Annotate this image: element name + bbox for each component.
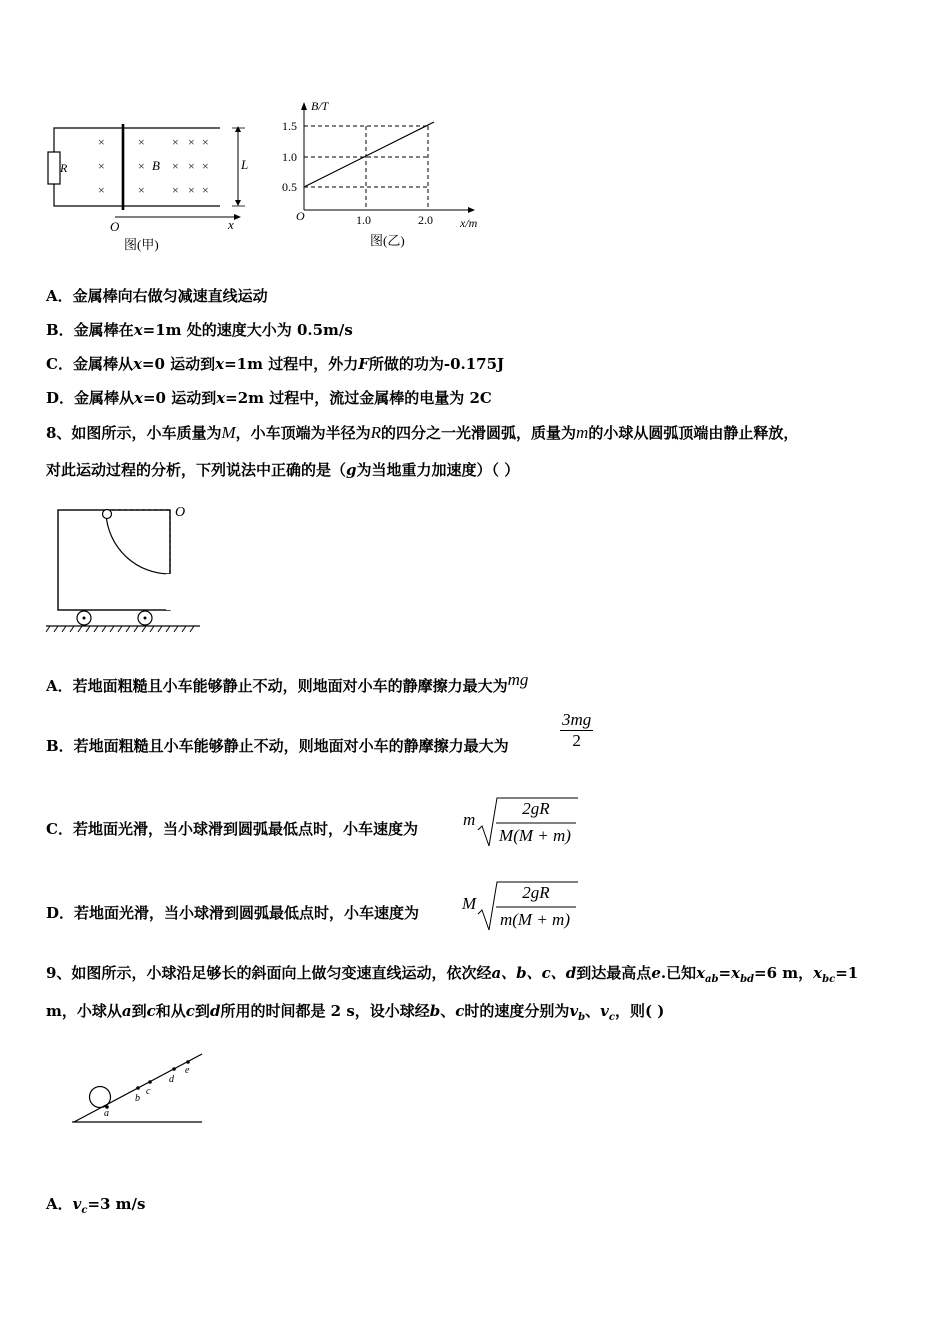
q7-option-d: D．金属棒从x=0 运动到x=2m 过程中，流过金属棒的电量为 2C bbox=[46, 389, 492, 407]
svg-text:×: × bbox=[188, 135, 195, 149]
d-denominator: m(M + m) bbox=[499, 910, 570, 929]
x-label: x/m bbox=[460, 216, 478, 230]
resistor bbox=[48, 152, 60, 184]
q8-option-c: C．若地面光滑，当小球滑到圆弧最低点时，小车速度为 bbox=[46, 820, 418, 838]
c-numerator: 2gR bbox=[522, 799, 550, 818]
svg-text:×: × bbox=[202, 135, 209, 149]
quarter-arc bbox=[106, 514, 170, 574]
svg-text:×: × bbox=[172, 159, 179, 173]
label-R: R bbox=[60, 161, 68, 175]
label-L: L bbox=[241, 157, 249, 172]
ytick-1.5: 1.5 bbox=[282, 119, 297, 133]
label-O: O bbox=[175, 505, 186, 520]
figure-q9-incline bbox=[70, 1048, 210, 1130]
q7-option-a: A．金属棒向右做匀减速直线运动 bbox=[46, 287, 268, 305]
grid-dashes bbox=[304, 126, 428, 210]
figure-yi bbox=[278, 96, 498, 258]
label-O: O bbox=[110, 219, 120, 234]
figure-q8-cart bbox=[44, 500, 214, 638]
q7-option-b: B．金属棒在x=1m 处的速度大小为 0.5m/s bbox=[46, 321, 353, 339]
cart-body bbox=[58, 510, 170, 610]
c-coefficient: m bbox=[463, 810, 476, 829]
label-B: B bbox=[152, 158, 160, 173]
xtick-2.0: 2.0 bbox=[418, 213, 433, 227]
svg-text:×: × bbox=[202, 183, 209, 197]
svg-text:a: a bbox=[104, 1108, 109, 1119]
q8-stem-line1: 8、如图所示，小车质量为M，小车顶端为半径为R的四分之一光滑圆弧，质量为m的小球从圆弧顶端由静止释放， bbox=[46, 423, 799, 442]
q8-option-d: D．若地面光滑，当小球滑到圆弧最低点时，小车速度为 bbox=[46, 904, 420, 922]
q8-option-b: B．若地面粗糙且小车能够静止不动，则地面对小车的静摩擦力最大为 bbox=[46, 737, 509, 755]
point-labels bbox=[104, 1065, 190, 1119]
svg-text:b: b bbox=[135, 1093, 140, 1104]
xtick-1.0: 1.0 bbox=[356, 213, 371, 227]
figure-jia bbox=[40, 118, 260, 258]
circuit-diagram bbox=[48, 124, 245, 220]
q8-option-a: A．若地面粗糙且小车能够静止不动，则地面对小车的静摩擦力最大为mg bbox=[46, 670, 529, 695]
svg-text:×: × bbox=[98, 183, 105, 197]
svg-text:×: × bbox=[98, 159, 105, 173]
svg-text:×: × bbox=[202, 159, 209, 173]
c-denominator: M(M + m) bbox=[499, 826, 571, 845]
q9-stem-line1: 9、如图所示，小球沿足够长的斜面向上做匀变速直线运动，依次经a、b、c、d到达最高点e.已知$x_{ab}=x_{bd}=6$ m，$x_{bc}=1$ bbox=[46, 964, 859, 985]
caption-jia: 图(甲) bbox=[124, 237, 159, 252]
svg-text:×: × bbox=[138, 159, 145, 173]
svg-text:×: × bbox=[98, 135, 105, 149]
svg-text:×: × bbox=[172, 135, 179, 149]
origin-label: O bbox=[296, 209, 305, 223]
svg-text:×: × bbox=[138, 183, 145, 197]
q7-option-c: C．金属棒从x=0 运动到x=1m 过程中，外力F所做的功为-0.175J bbox=[46, 355, 505, 373]
label-x: x bbox=[228, 217, 234, 232]
ground-hatch bbox=[46, 626, 194, 632]
d-coefficient: M bbox=[462, 894, 477, 913]
q9-option-a: A．$v_c=3$ m/s bbox=[46, 1195, 146, 1216]
caption-yi: 图(乙) bbox=[370, 233, 405, 248]
svg-text:×: × bbox=[188, 183, 195, 197]
svg-text:d: d bbox=[169, 1074, 174, 1085]
fraction-3mg-2: $\frac{3mg}{2}$ bbox=[562, 710, 592, 750]
svg-text:c: c bbox=[146, 1086, 151, 1097]
ytick-1.0: 1.0 bbox=[282, 150, 297, 164]
y-label: B/T bbox=[311, 99, 329, 113]
svg-text:e: e bbox=[185, 1065, 190, 1076]
q8-stem-line2: 对此运动过程的分析，下列说法中正确的是（g为当地重力加速度）（ ） bbox=[46, 461, 520, 479]
d-numerator: 2gR bbox=[522, 883, 550, 902]
ball bbox=[90, 1087, 111, 1108]
small-ball bbox=[103, 510, 112, 519]
q9-stem-line2: m，小球从a到c和从c到d所用的时间都是 2 s，设小球经b、c时的速度分别为$v_b$、$v_c$，则( ) bbox=[46, 1002, 665, 1023]
B-x-line bbox=[304, 122, 434, 187]
svg-text:×: × bbox=[172, 183, 179, 197]
svg-text:×: × bbox=[188, 159, 195, 173]
svg-text:×: × bbox=[138, 135, 145, 149]
ytick-0.5: 0.5 bbox=[282, 180, 297, 194]
